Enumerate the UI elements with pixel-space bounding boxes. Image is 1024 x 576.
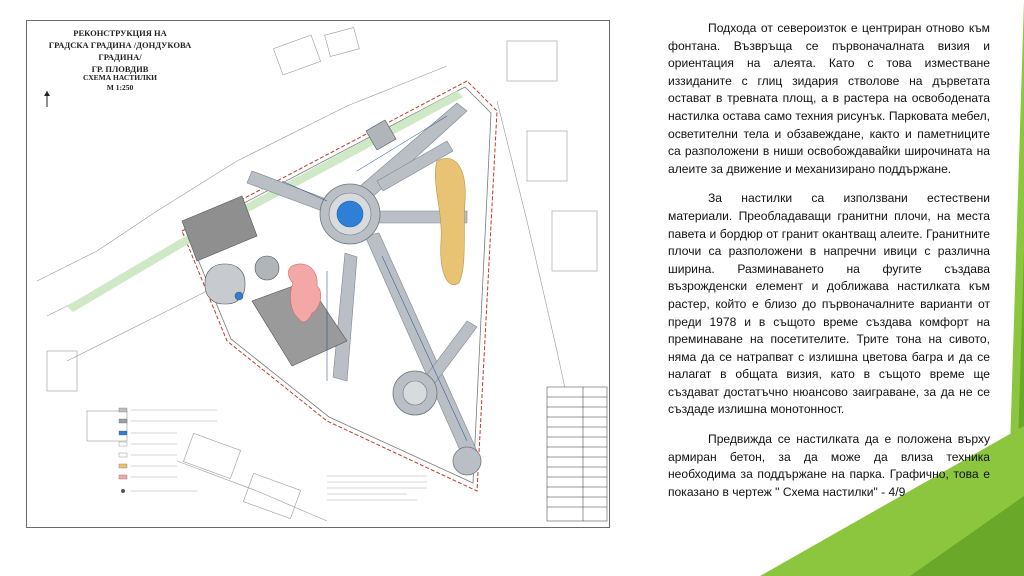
paragraph-2: За настилки са използвани естествени материали. Преобладаващи гранитни плочи, на места павета и бордюр от гранит окантващ алеите. Гранитните плочи са разположени в напречни ивици с различна ширина. Разминаването на фугите създава възрожденски елемент и доближава настилката към растер, който е близо до първоначалните варианти от преди 1978 и в същото време създава комфорт на преминаване на посетителите. Трите тона на сивото, няма да се натрапват с излишна цветова багра и да се налагат в общата визия, като в същото време ще създават достатъчно нюансово заиграване, за да не се създаде излишна монотонност. — [668, 191, 990, 417]
title-block — [547, 387, 607, 521]
plan-title-line-2: ГРАДСКА ГРАДИНА /ДОНДУКОВА ГРАДИНА/ — [48, 40, 192, 62]
legend — [119, 408, 217, 493]
plan-subtitle — [35, 73, 205, 93]
plan-title-line-3: ГР. ПЛОВДИВ — [91, 64, 149, 74]
scale-label: М 1:250 — [106, 83, 134, 92]
site-plan-drawing — [26, 20, 610, 528]
scheme-title: СХЕМА НАСТИЛКИ — [82, 73, 157, 82]
plan-title — [35, 27, 205, 75]
paragraph-1: Подхода от североизток е центриран отново към фонтана. Възвръща се първоначалната визия и ориентация на алеята. Като с това изместване иззиданите с глиц зидария стволове на дърветата остават в тревната площ, а в растера на освободената настилка остава само техния рисунък. Парковата мебел, осветителни тела и обзавеждане, както и паметниците са разположени в ниши освобождавайки широчината на алеите за движение и механизирано поддържане. — [668, 21, 990, 176]
description-text — [668, 20, 990, 513]
plan-title-line-1: РЕКОНСТРУКЦИЯ НА — [73, 28, 167, 38]
north-arrow-icon — [44, 91, 50, 107]
notes-block — [327, 476, 427, 500]
plan-graphics — [27, 21, 609, 527]
paragraph-3: Предвижда се настилката да е положена върху армиран бетон, за да може да влиза техника необходима за поддържане на парка. Графично, това е показано в чертеж " Схема настилки" - 4/9 — [668, 432, 990, 499]
